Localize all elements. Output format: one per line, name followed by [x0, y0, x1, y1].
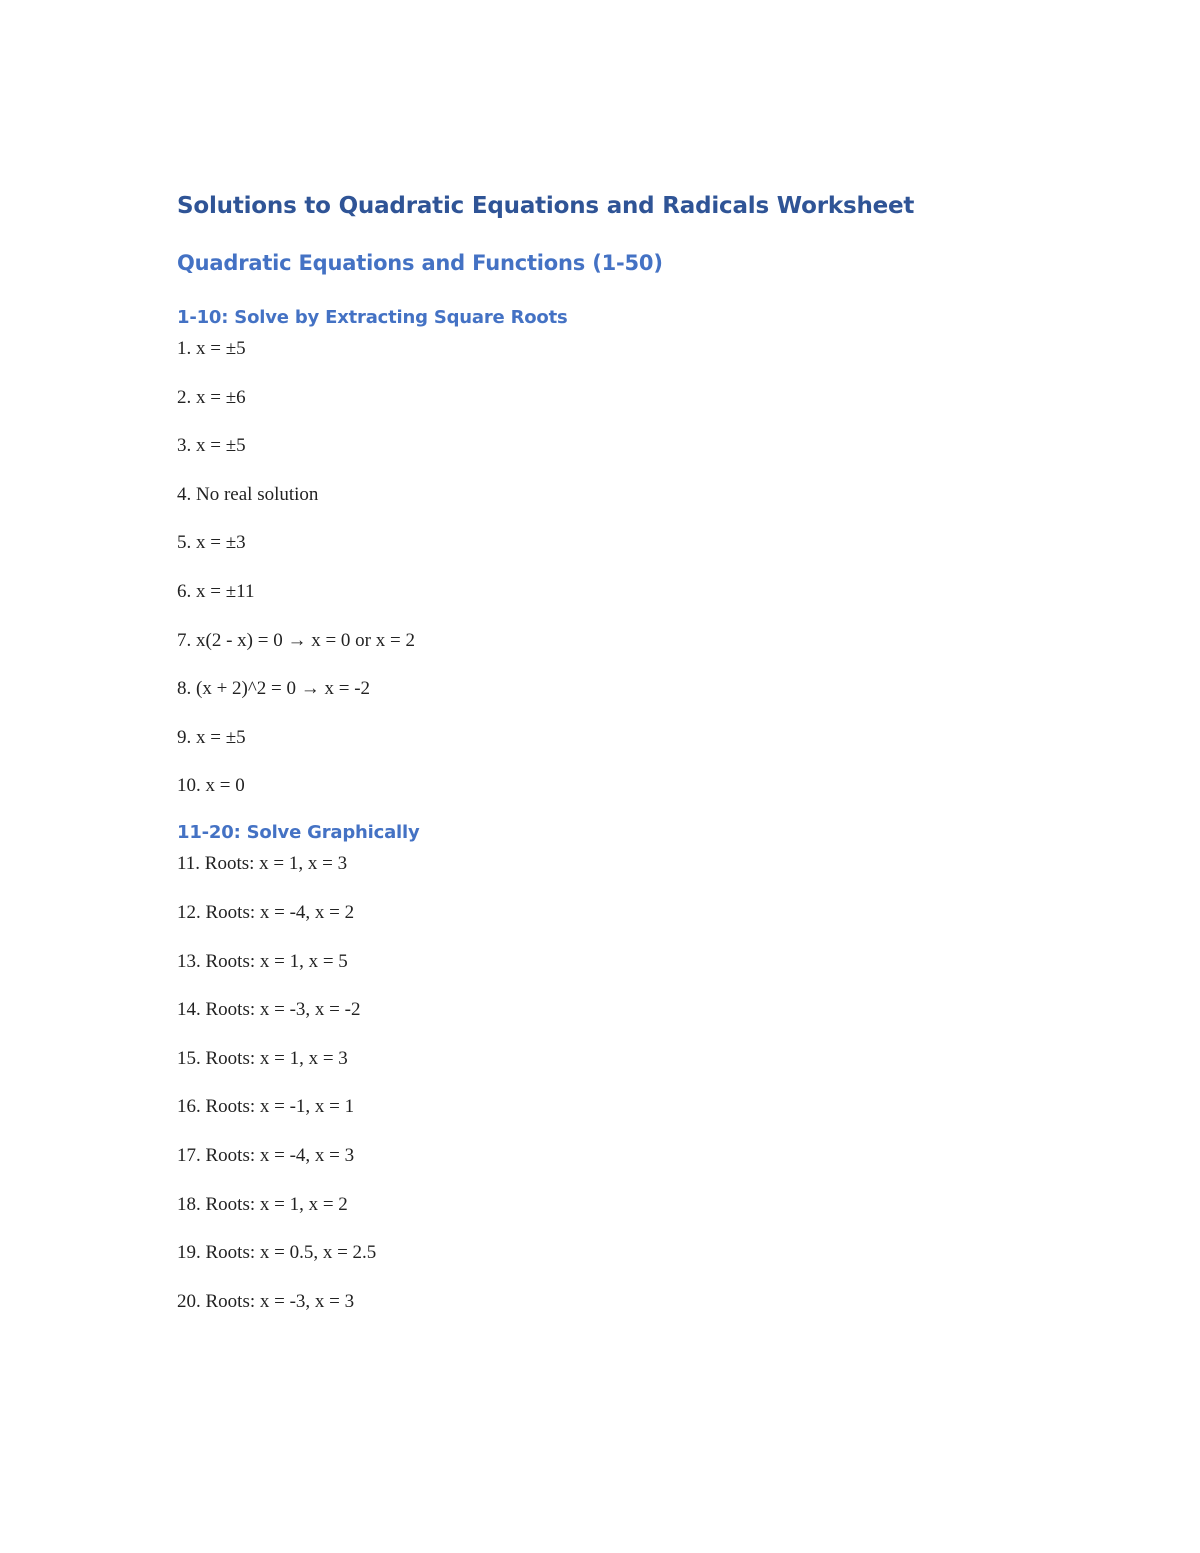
answer-item: 20. Roots: x = -3, x = 3	[177, 1290, 355, 1312]
answer-item: 8. (x + 2)^2 = 0 → x = -2	[177, 678, 371, 700]
document-content	[177, 188, 1037, 1314]
subsection-heading-graphical: 11-20: Solve Graphically	[177, 822, 420, 844]
answer-item: 7. x(2 - x) = 0 → x = 0 or x = 2	[177, 629, 415, 651]
section-heading: Quadratic Equations and Functions (1-50)	[177, 251, 663, 275]
answer-item: 3. x = ±5	[177, 435, 246, 457]
answer-item: 19. Roots: x = 0.5, x = 2.5	[177, 1242, 377, 1264]
answer-item: 10. x = 0	[177, 775, 245, 797]
answer-item: 13. Roots: x = 1, x = 5	[177, 950, 348, 972]
answer-list-extracting-roots	[177, 337, 1037, 798]
answer-item: 11. Roots: x = 1, x = 3	[177, 853, 348, 875]
answer-item: 16. Roots: x = -1, x = 1	[177, 1096, 355, 1118]
answer-item: 12. Roots: x = -4, x = 2	[177, 901, 355, 923]
subsection-heading-extracting-roots: 1-10: Solve by Extracting Square Roots	[177, 307, 568, 328]
answer-item: 17. Roots: x = -4, x = 3	[177, 1144, 355, 1166]
answer-item: 15. Roots: x = 1, x = 3	[177, 1047, 348, 1069]
answer-item: 2. x = ±6	[177, 386, 246, 408]
answer-item: 14. Roots: x = -3, x = -2	[177, 999, 361, 1021]
answer-item: 6. x = ±11	[177, 580, 255, 602]
document-title: Solutions to Quadratic Equations and Radicals Worksheet	[177, 193, 915, 219]
answer-item: 4. No real solution	[177, 483, 319, 505]
answer-list-graphical	[177, 852, 1037, 1313]
answer-item: 5. x = ±3	[177, 532, 246, 554]
answer-item: 1. x = ±5	[177, 338, 246, 359]
answer-item: 18. Roots: x = 1, x = 2	[177, 1193, 348, 1215]
answer-item: 9. x = ±5	[177, 726, 246, 748]
